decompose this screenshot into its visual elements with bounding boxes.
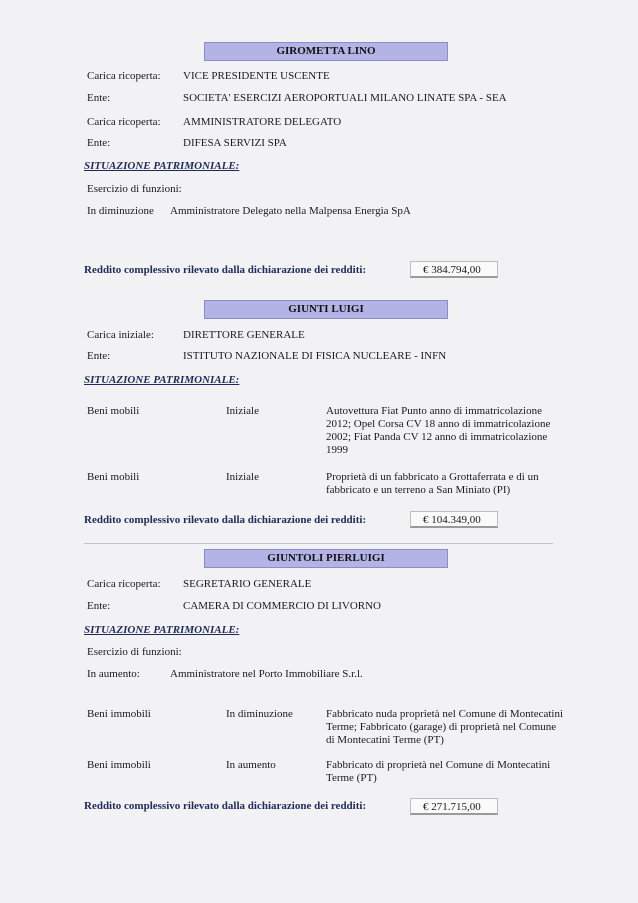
asset-description: Fabbricato di proprietà nel Comune di Montecatini Terme (PT)	[326, 759, 551, 784]
function-change-label: In diminuzione	[87, 205, 154, 217]
asset-type: Beni immobili	[87, 708, 151, 720]
field-value: SOCIETA' ESERCIZI AEROPORTUALI MILANO LINATE SPA - SEA	[183, 92, 507, 104]
section-heading: SITUAZIONE PATRIMONIALE:	[84, 624, 240, 636]
field-value: DIRETTORE GENERALE	[183, 329, 305, 341]
field-value: ISTITUTO NAZIONALE DI FISICA NUCLEARE - INFN	[183, 350, 447, 362]
field-label: Carica ricoperta:	[87, 116, 161, 128]
field-value: VICE PRESIDENTE USCENTE	[183, 70, 330, 82]
function-change-value: Amministratore Delegato nella Malpensa Energia SpA	[170, 205, 411, 217]
asset-type: Beni mobili	[87, 471, 140, 483]
person-name-bar: GIUNTOLI PIERLUIGI	[204, 549, 448, 568]
asset-description: Autovettura Fiat Punto anno di immatricolazione 2012; Opel Corsa CV 18 anno di immatricolazione 2002; Fiat Panda CV 12 anno di immatricolazione 1999	[326, 405, 551, 456]
income-value: € 104.349,00	[410, 511, 498, 528]
field-value: SEGRETARIO GENERALE	[183, 578, 312, 590]
field-label: Carica ricoperta:	[87, 70, 161, 82]
field-label: Carica iniziale:	[87, 329, 154, 341]
income-value: € 384.794,00	[410, 261, 498, 278]
field-label: Ente:	[87, 350, 111, 362]
field-value: DIFESA SERVIZI SPA	[183, 137, 287, 149]
field-value: AMMINISTRATORE DELEGATO	[183, 116, 342, 128]
field-label: Ente:	[87, 600, 111, 612]
asset-description: Proprietà di un fabbricato a Grottaferrata e di un fabbricato e un terreno a San Miniato (PI)	[326, 471, 539, 496]
income-value: € 271.715,00	[410, 798, 498, 815]
function-change-label: In aumento:	[87, 668, 140, 680]
section-heading: SITUAZIONE PATRIMONIALE:	[84, 374, 240, 386]
field-label: Ente:	[87, 137, 111, 149]
section-heading: SITUAZIONE PATRIMONIALE:	[84, 160, 240, 172]
field-label: Carica ricoperta:	[87, 578, 161, 590]
function-change-value: Amministratore nel Porto Immobiliare S.r.l.	[170, 668, 363, 680]
field-value: CAMERA DI COMMERCIO DI LIVORNO	[183, 600, 382, 612]
asset-type: Beni mobili	[87, 405, 140, 417]
field-label: Ente:	[87, 92, 111, 104]
person-name-bar: GIROMETTA LINO	[204, 42, 448, 61]
asset-status: In diminuzione	[226, 708, 293, 720]
asset-type: Beni immobili	[87, 759, 151, 771]
person-name-bar: GIUNTI LUIGI	[204, 300, 448, 319]
asset-status: Iniziale	[226, 471, 259, 483]
section-divider	[84, 543, 553, 544]
functions-label: Esercizio di funzioni:	[87, 183, 182, 195]
income-label: Reddito complessivo rilevato dalla dichiarazione dei redditi:	[84, 264, 367, 276]
asset-status: Iniziale	[226, 405, 259, 417]
income-label: Reddito complessivo rilevato dalla dichiarazione dei redditi:	[84, 514, 367, 526]
income-label: Reddito complessivo rilevato dalla dichiarazione dei redditi:	[84, 800, 367, 812]
functions-label: Esercizio di funzioni:	[87, 646, 182, 658]
asset-description: Fabbricato nuda proprietà nel Comune di Montecatini Terme; Fabbricato (garage) di proprietà nel Comune di Montecatini Terme (PT)	[326, 708, 564, 746]
asset-status: In aumento	[226, 759, 276, 771]
